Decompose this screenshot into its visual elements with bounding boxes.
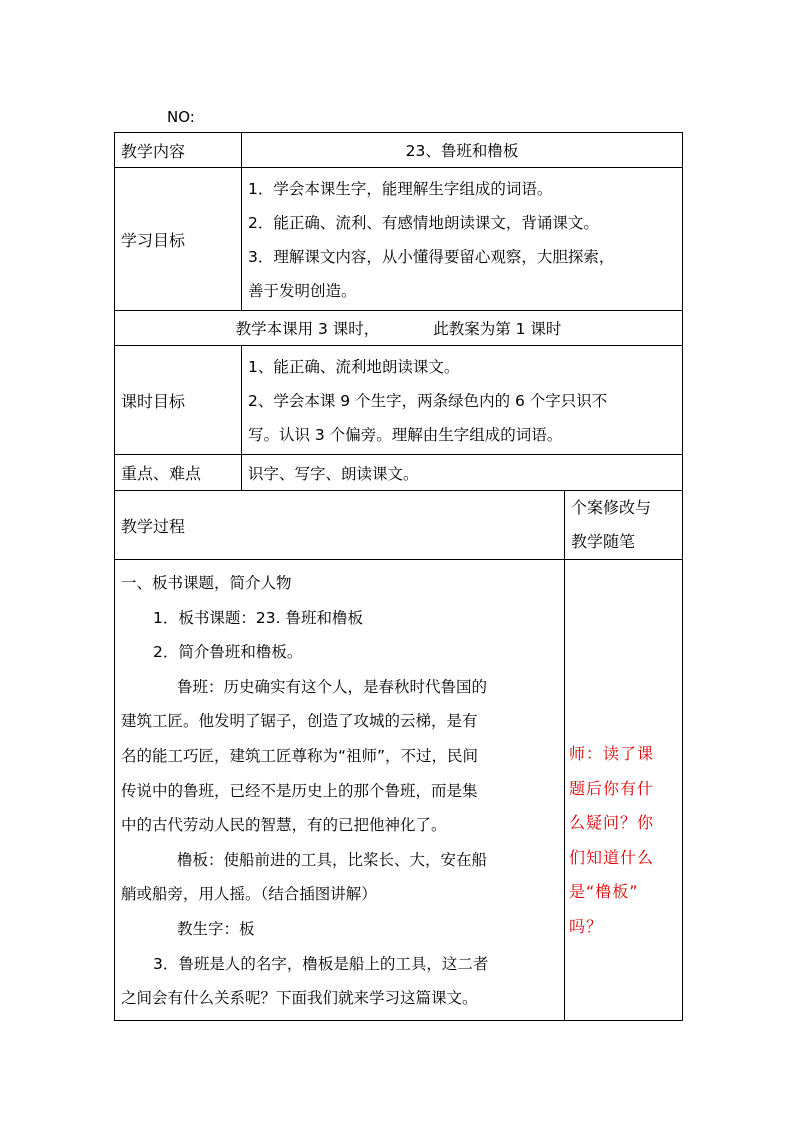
lesson-goals-cell [242, 346, 683, 455]
teacher-note-line: 们知道什么 [569, 847, 655, 867]
notes-cell [565, 560, 683, 1021]
process-line: 建筑工匠。他发明了锯子，创造了攻城的云梯，是有 [121, 712, 478, 731]
document-number-label: NO: [167, 108, 195, 126]
process-line: 之间会有什么关系呢？下面我们就来学习这篇课文。 [121, 989, 478, 1008]
teacher-note-line: 吗？ [569, 916, 604, 936]
lesson-goals-label: 课时目标 [115, 346, 242, 455]
row-lesson-goals [115, 346, 683, 455]
key-points-value: 识字、写字、朗读课文。 [242, 455, 683, 491]
row-process-body [115, 560, 683, 1021]
process-line: 3．鲁班是人的名字，橹板是船上的工具，这二者 [153, 954, 489, 973]
lesson-goal-item: 写。认识 3 个偏旁。理解由生字组成的词语。 [248, 426, 563, 444]
process-line: 艄或船旁，用人摇。（结合插图讲解） [121, 885, 377, 904]
process-line: 橹板：使船前进的工具，比桨长、大，安在船 [177, 850, 488, 869]
learning-goal-item: 善于发明创造。 [248, 282, 357, 300]
schedule-total-hours: 教学本课用 3 课时， [235, 320, 380, 338]
lesson-plan-table [114, 132, 683, 1021]
process-line: 名的能工巧匠，建筑工匠尊称为“祖师”，不过，民间 [121, 746, 479, 765]
row-key-points [115, 455, 683, 491]
teaching-content-value: 23、鲁班和橹板 [242, 133, 683, 168]
notes-column-header [565, 491, 683, 560]
process-line: 教生字：板 [177, 919, 255, 938]
notes-header-line: 个案修改与 [571, 498, 652, 517]
lesson-goal-item: 1、能正确、流利地朗读课文。 [248, 358, 460, 376]
row-schedule [115, 311, 683, 346]
learning-goal-item: 2．能正确、流利、有感情地朗读课文，背诵课文。 [248, 214, 599, 232]
teaching-process-label: 教学过程 [115, 491, 565, 560]
process-line: 鲁班：历史确实有这个人，是春秋时代鲁国的 [177, 677, 488, 696]
learning-goal-item: 1．学会本课生字，能理解生字组成的词语。 [248, 180, 553, 198]
process-line: 2．简介鲁班和橹板。 [153, 643, 303, 662]
schedule-current-hour: 此教案为第 1 课时 [433, 320, 562, 338]
learning-goals-cell [242, 168, 683, 311]
row-learning-goals [115, 168, 683, 311]
learning-goals-label: 学习目标 [115, 168, 242, 311]
lesson-goal-item: 2、学会本课 9 个生字，两条绿色内的 6 个字只识不 [248, 392, 608, 410]
schedule-cell [115, 311, 683, 346]
process-line: 一、板书课题，简介人物 [121, 574, 292, 592]
process-line: 中的古代劳动人民的智慧，有的已把他神化了。 [121, 816, 447, 835]
key-points-label: 重点、难点 [115, 455, 242, 491]
teacher-note-line: 么疑问？你 [569, 813, 655, 833]
teacher-note-line: 题后你有什 [569, 778, 655, 798]
learning-goal-item: 3．理解课文内容，从小懂得要留心观察，大胆探索， [248, 248, 615, 266]
process-line: 传说中的鲁班，已经不是历史上的那个鲁班，而是集 [121, 781, 478, 800]
teacher-note-line: 师：读了课 [569, 744, 655, 763]
row-process-header [115, 491, 683, 560]
process-line: 1．板书课题：23. 鲁班和橹板 [153, 608, 363, 627]
teaching-content-label: 教学内容 [115, 133, 242, 168]
teacher-note-line: 是“橹板” [569, 882, 639, 902]
row-teaching-content [115, 133, 683, 168]
process-content-cell [115, 560, 565, 1021]
notes-header-line: 教学随笔 [571, 532, 636, 551]
